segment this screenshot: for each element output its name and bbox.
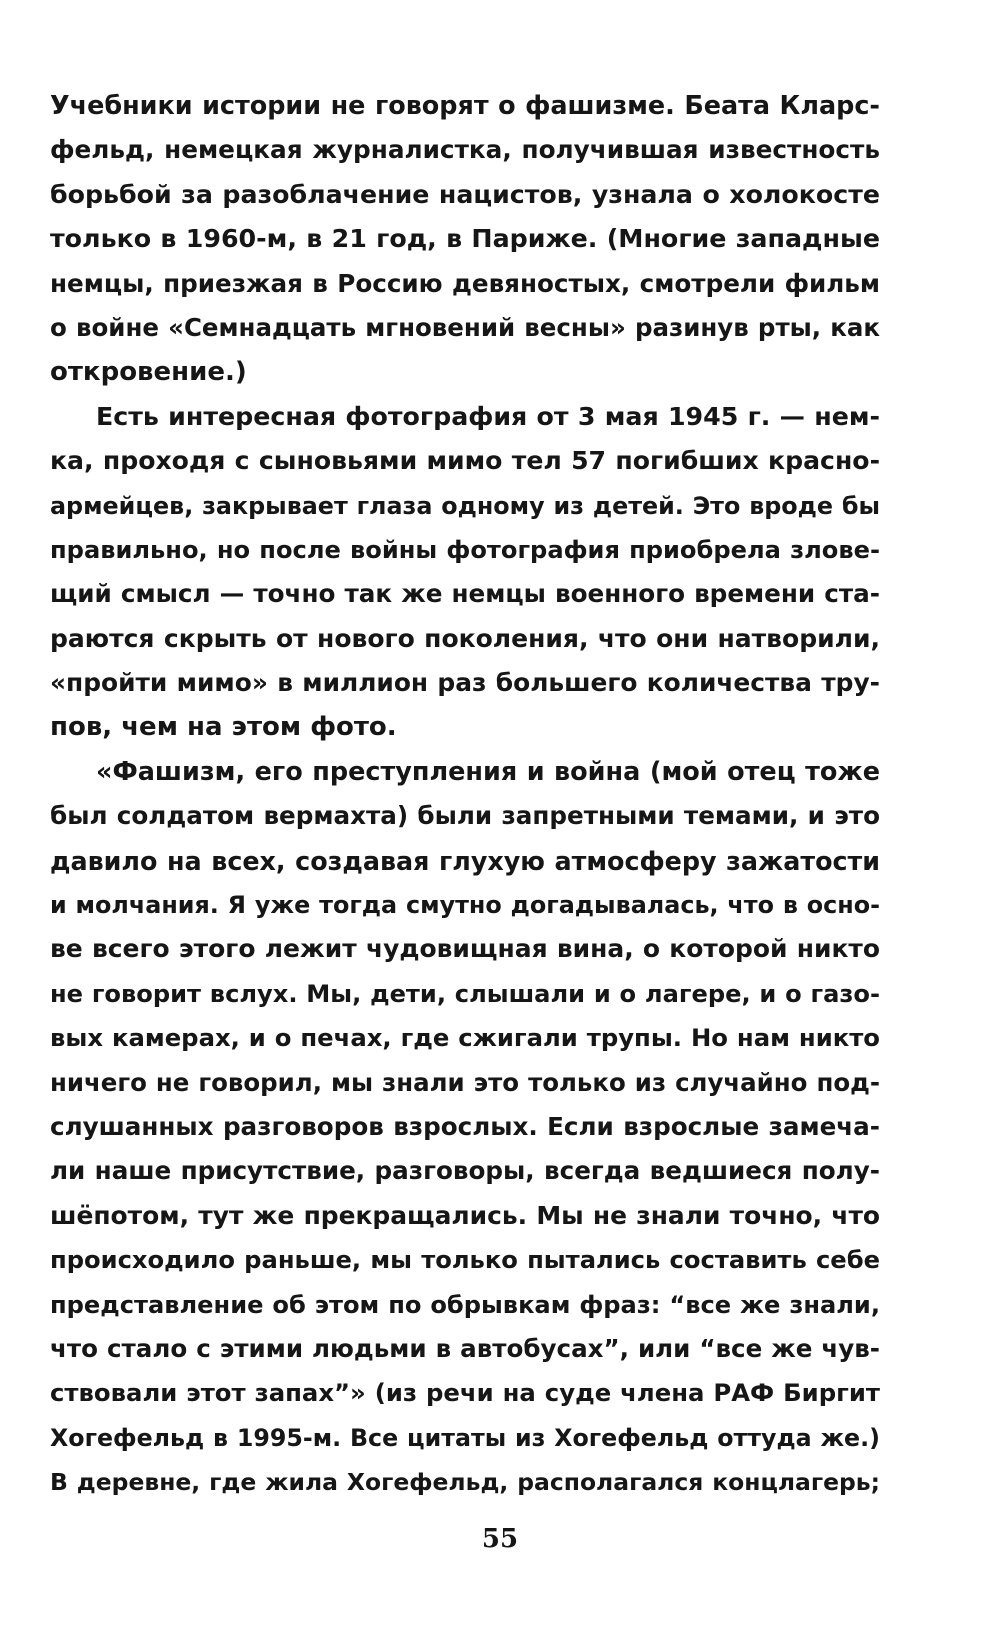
text-line: борьбой за разоблачение нацистов, узнала о холокосте <box>50 179 880 209</box>
text-line: представление об этом по обрывкам фраз: “все же знали, <box>50 1290 880 1319</box>
text-line: раются скрыть от нового поколения, что они натворили, <box>50 623 880 653</box>
text-line: фельд, немецкая журналистка, получившая известность <box>50 135 880 165</box>
text-line: и молчания. Я уже тогда смутно догадывалась, что в осно- <box>50 891 880 920</box>
body-text <box>50 84 880 1505</box>
text-line: В деревне, где жила Хогефельд, располагался концлагерь; <box>50 1468 880 1497</box>
text-line: о войне «Семнадцать мгновений весны» разинув рты, как <box>50 312 880 342</box>
text-line: откровение.) <box>50 357 247 388</box>
text-line: не говорит вслух. Мы, дети, слышали и о лагере, и о газо- <box>50 979 880 1008</box>
text-line: Учебники истории не говорят о фашизме. Беата Кларс- <box>50 91 880 121</box>
text-line: ка, проходя с сыновьями мимо тел 57 погибших красно- <box>50 446 880 476</box>
text-line: щий смысл — точно так же немцы военного времени ста- <box>50 579 880 609</box>
text-line: армейцев, закрывает глаза одному из детей. Это вроде бы <box>50 491 880 520</box>
text-line: ве всего этого лежит чудовищная вина, о которой никто <box>50 934 880 964</box>
text-line: правильно, но после войны фотография приобрела злове- <box>50 535 880 564</box>
text-line: давило на всех, создавая глухую атмосферу зажатости <box>50 845 880 876</box>
text-line: слушанных разговоров взрослых. Если взрослые замеча- <box>50 1111 880 1141</box>
text-line: ствовали этот запах”» (из речи на суде члена РАФ Биргит <box>50 1378 880 1408</box>
text-line: Хогефельд в 1995-м. Все цитаты из Хогефельд оттуда же.) <box>50 1423 880 1452</box>
text-line: ничего не говорил, мы знали это только из случайно под- <box>50 1067 880 1097</box>
text-line: был солдатом вермахта) были запретными темами, и это <box>50 801 880 831</box>
text-line: «Фашизм, его преступления и война (мой отец тоже <box>96 756 880 787</box>
text-line: происходило раньше, мы только пытались составить себе <box>50 1246 880 1275</box>
text-line: только в 1960-м, в 21 год, в Париже. (Многие западные <box>50 224 880 254</box>
page-number: 55 <box>481 1524 519 1554</box>
text-line: вых камерах, и о печах, где сжигали трупы. Но нам никто <box>50 1023 880 1053</box>
text-line: Есть интересная фотография от 3 мая 1945 г. — нем- <box>96 401 880 431</box>
text-line: немцы, приезжая в Россию девяностых, смотрели фильм <box>50 268 880 298</box>
text-line: пов, чем на этом фото. <box>50 712 397 743</box>
text-line: что стало с этими людьми в автобусах”, или “все же чув- <box>50 1333 880 1363</box>
text-line: ли наше присутствие, разговоры, всегда ведшиеся полу- <box>50 1156 880 1186</box>
text-line: шёпотом, тут же прекращались. Мы не знали точно, что <box>50 1200 880 1230</box>
text-line: «пройти мимо» в миллион раз большего количества тру- <box>50 668 880 698</box>
